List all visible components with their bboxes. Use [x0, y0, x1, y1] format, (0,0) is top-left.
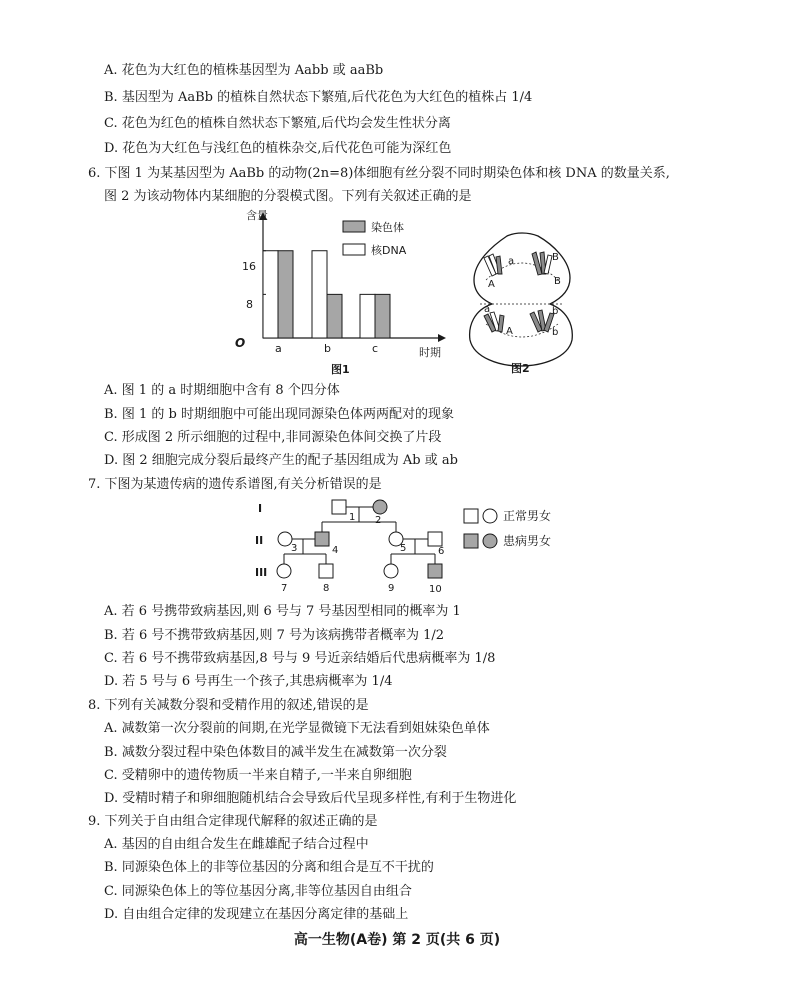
bar-chromosome-c: [375, 294, 390, 338]
chromosome-upper-left: [484, 254, 502, 276]
individual-number: 3: [291, 543, 298, 554]
q6-option-c: C. 形成图 2 所示细胞的过程中,非同源染色体间交换了片段: [104, 430, 442, 445]
gene-label: b: [552, 306, 559, 317]
q7-option-a: A. 若 6 号携带致病基因,则 6 号与 7 号基因型相同的概率为 1: [104, 604, 461, 619]
q5-option-b: B. 基因型为 AaBb 的植株自然状态下繁殖,后代花色为大红色的植株占 1/4: [104, 90, 533, 105]
individual-number: 7: [281, 583, 288, 594]
q8-option-b: B. 减数分裂过程中染色体数目的减半发生在减数第一次分裂: [104, 745, 447, 760]
x-tick-label: a: [275, 342, 282, 355]
generation-label-iii: III: [255, 566, 268, 579]
gene-label: b: [552, 327, 559, 338]
bar-chromosome-b: [327, 294, 342, 338]
gene-label: B: [554, 276, 561, 287]
q7-stem: 7. 下图为某遗传病的遗传系谱图,有关分析错误的是: [88, 477, 382, 492]
bar-dna-b: [312, 251, 327, 338]
legend-normal-male: [464, 509, 478, 523]
q5-option-d: D. 花色为大红色与浅红色的植株杂交,后代花色可能为深红色: [104, 141, 452, 156]
origin-label: O: [235, 336, 246, 350]
q8-stem: 8. 下列有关减数分裂和受精作用的叙述,错误的是: [88, 698, 369, 713]
q6-option-d: D. 图 2 细胞完成分裂后最终产生的配子基因组成为 Ab 或 ab: [104, 453, 458, 468]
individual-3-female: [278, 532, 292, 546]
individual-10-male-affected: [428, 564, 442, 578]
figure2-cell-diagram: [462, 212, 582, 374]
individual-7-female: [277, 564, 291, 578]
individual-8-male: [319, 564, 333, 578]
x-axis-arrow: [438, 334, 446, 342]
individual-4-male-affected: [315, 532, 329, 546]
individual-number: 8: [323, 583, 330, 594]
chromosome-upper-right: [532, 252, 552, 275]
q8-option-c: C. 受精卵中的遗传物质一半来自精子,一半来自卵细胞: [104, 768, 412, 783]
chromosome-lower-left: [484, 312, 504, 332]
legend-affected-female: [483, 534, 497, 548]
gene-label: a: [484, 304, 491, 315]
q9-option-d: D. 自由组合定律的发现建立在基因分离定律的基础上: [104, 907, 409, 922]
legend-label-chromosome: 染色体: [371, 221, 404, 234]
gene-label: a: [508, 256, 515, 267]
page-footer: 高一生物(A卷) 第 2 页(共 6 页): [293, 932, 501, 948]
y-tick-8: 8: [246, 298, 253, 311]
legend-swatch-dna: [343, 244, 365, 255]
q6-stem-line2: 图 2 为该动物体内某细胞的分裂模式图。下列有关叙述正确的是: [104, 189, 472, 204]
q6-option-a: A. 图 1 的 a 时期细胞中含有 8 个四分体: [104, 383, 340, 398]
legend-label-dna: 核DNA: [371, 244, 407, 257]
gene-label: A: [488, 279, 495, 290]
individual-number: 2: [375, 515, 382, 526]
bar-chromosome-a: [278, 251, 293, 338]
q5-option-c: C. 花色为红色的植株自然状态下繁殖,后代均会发生性状分离: [104, 116, 451, 131]
q6-stem-line1: 6. 下图 1 为某基因型为 AaBb 的动物(2n=8)体细胞有丝分裂不同时期染色体和核 DNA 的数量关系,: [88, 166, 670, 181]
y-axis-label: 含量: [246, 209, 268, 222]
q8-option-d: D. 受精时精子和卵细胞随机结合会导致后代呈现多样性,有利于生物进化: [104, 791, 517, 806]
x-tick-label: c: [372, 342, 379, 355]
individual-2-female-affected: [373, 500, 387, 514]
figure1-bar-chart: [228, 208, 456, 378]
individual-number: 1: [349, 512, 356, 523]
gene-label: B: [552, 252, 559, 263]
individual-number: 9: [388, 583, 395, 594]
individual-number: 10: [429, 584, 442, 595]
individual-number: 4: [332, 545, 339, 556]
q9-option-b: B. 同源染色体上的非等位基因的分离和组合是互不干扰的: [104, 860, 434, 875]
q9-option-a: A. 基因的自由组合发生在雌雄配子结合过程中: [104, 837, 369, 852]
q7-option-c: C. 若 6 号不携带致病基因,8 号与 9 号近亲结婚后代患病概率为 1/8: [104, 651, 496, 666]
x-tick-label: b: [324, 342, 331, 355]
q8-option-a: A. 减数第一次分裂前的间期,在光学显微镜下无法看到姐妹染色单体: [104, 721, 490, 736]
x-axis-label: 时期: [419, 346, 441, 359]
q7-option-d: D. 若 5 号与 6 号再生一个孩子,其患病概率为 1/4: [104, 674, 393, 689]
individual-number: 6: [438, 546, 445, 557]
figure2-caption: 图2: [511, 362, 530, 374]
legend-normal-female: [483, 509, 497, 523]
legend-affected-label: 患病男女: [503, 534, 552, 548]
legend-normal-label: 正常男女: [503, 509, 552, 523]
generation-label-i: I: [258, 502, 263, 515]
gene-label: A: [506, 326, 513, 337]
individual-9-female: [384, 564, 398, 578]
bar-dna-c: [360, 294, 375, 338]
individual-1-male: [332, 500, 346, 514]
y-tick-16: 16: [242, 260, 256, 273]
individual-6-male: [428, 532, 442, 546]
individual-number: 5: [400, 543, 407, 554]
q7-option-b: B. 若 6 号不携带致病基因,则 7 号为该病携带者概率为 1/2: [104, 628, 445, 643]
pedigree-chart: [250, 496, 520, 596]
legend-swatch-chromosome: [343, 221, 365, 232]
q6-option-b: B. 图 1 的 b 时期细胞中可能出现同源染色体两两配对的现象: [104, 407, 454, 422]
legend-affected-male: [464, 534, 478, 548]
q5-option-a: A. 花色为大红色的植株基因型为 Aabb 或 aaBb: [104, 63, 384, 78]
generation-label-ii: II: [255, 534, 264, 547]
figure1-caption: 图1: [331, 363, 350, 376]
q9-stem: 9. 下列关于自由组合定律现代解释的叙述正确的是: [88, 814, 378, 829]
q9-option-c: C. 同源染色体上的等位基因分离,非等位基因自由组合: [104, 884, 412, 899]
